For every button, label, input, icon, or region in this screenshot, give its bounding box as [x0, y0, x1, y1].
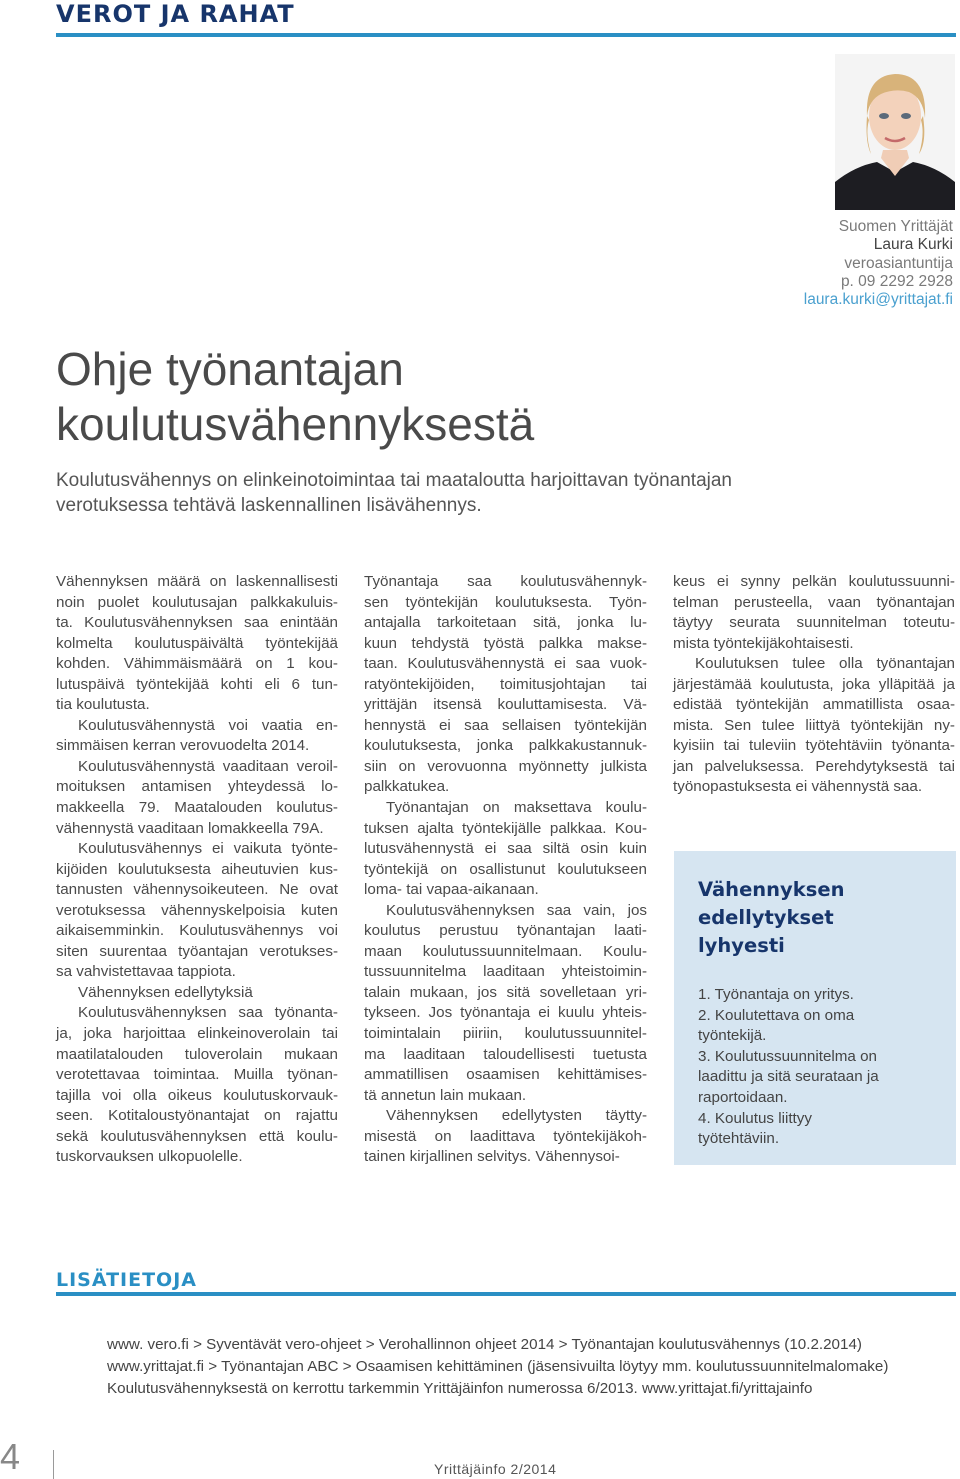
body-text-line: tuskorvauksen ulkopuolelle.	[56, 1148, 243, 1166]
body-text-line: koulutuksesta, jonka palkkakustannuk-	[364, 737, 647, 755]
body-text-line: telman perusteella, vaan työnantajan	[673, 593, 955, 611]
body-text-line: kolmelta koulutuspäivältä työntekijää	[56, 634, 338, 652]
body-text-line: Koulutusvähennystä vaaditaan veroil-	[78, 757, 338, 775]
body-text-line: tä annetun lain mukaan.	[364, 1086, 527, 1104]
body-text-line: palkkatukea.	[364, 778, 450, 796]
body-text-line: täytyy seurata suunnitelman toteutu-	[673, 614, 955, 632]
body-text-line: lutusvähennystä ei saa siltä osin kuin	[364, 840, 647, 858]
body-text-line: kijöiden koulutuksesta aiheutuvien kus-	[56, 860, 338, 878]
footer-divider	[53, 1450, 54, 1479]
body-text-line: tannusten vähennysoikeuteen. Ne ovat	[56, 881, 338, 899]
box-title-line: Vähennyksen	[698, 878, 845, 901]
box-list-line: laadittu ja sitä seurataan ja	[698, 1068, 879, 1086]
header-rule	[56, 33, 956, 37]
body-text-line: misestä on laadittava työntekijäkoh-	[364, 1127, 647, 1145]
article-title	[56, 342, 916, 452]
body-text-line: noin puolet koulutusajan palkkakuluis-	[56, 593, 338, 611]
body-text-line: Vähennyksen määrä on laskennallisesti	[56, 573, 338, 590]
body-text-line: ammatillisen osaamisen kehittämises-	[364, 1066, 647, 1084]
body-text-line: simmäisen kerran verovuodelta 2014.	[56, 737, 310, 755]
more-info-line[interactable]: www.yrittajat.fi > Työnantajan ABC > Osaamisen kehittäminen (jäsensivuilta löytyy mm. koulutussuunnitelmalomake)	[107, 1358, 889, 1375]
page-header	[0, 0, 960, 40]
more-info-title: LISÄTIETOJA	[56, 1269, 197, 1291]
body-text-line: maan koulutussuunnitelmaan. Koulu-	[364, 942, 647, 960]
body-text-line: sen työntekijän koulutuksesta. Työn-	[364, 593, 647, 611]
body-text-line: tussuunnitelma laaditaan yhteistoimin-	[364, 963, 647, 981]
body-text-line: järjestämää koulutusta, joka ylläpitää ja	[673, 675, 955, 693]
more-info-links	[107, 1334, 888, 1400]
more-info-rule	[56, 1292, 956, 1296]
lead-line: verotuksessa tehtävä laskennallinen lisävähennys.	[56, 495, 482, 516]
body-text-line: Työnantaja saa koulutusvähennyk-	[364, 573, 647, 590]
body-text-line: mista työntekijäkohtaisesti.	[673, 634, 854, 652]
body-text-line: lutuspäivä työntekijää kohti eli 6 tun-	[56, 675, 338, 693]
body-text-line: Koulutuksen tulee olla työnantajan	[695, 655, 955, 673]
author-contact	[804, 218, 953, 309]
body-text-line: Koulutusvähennyksen saa työnanta-	[78, 1004, 338, 1022]
body-column-2	[364, 572, 647, 1168]
box-list-line: työntekijä.	[698, 1027, 767, 1045]
box-list-line: 3. Koulutussuunnitelma on	[698, 1047, 877, 1065]
body-column-3	[673, 572, 955, 798]
body-text-line: seen. Kotitaloustyönantajat on rajattu	[56, 1107, 338, 1125]
body-text-line: kohden. Vähimmäismäärä on 1 kou-	[56, 655, 338, 673]
publication-name: Yrittäjäinfo 2/2014	[434, 1461, 557, 1477]
body-column-1	[56, 572, 338, 1168]
body-text-line: tajilla voi olla oikeus koulutuskorvauk-	[56, 1086, 338, 1104]
body-text-line: tuksen ajalta työntekijälle palkkaa. Kou-	[364, 819, 647, 837]
body-text-line: tykseen. Jos työnantaja ei kuulu yhteis-	[364, 1004, 647, 1022]
body-text-line: edistää työntekijän ammatillista osaa-	[673, 696, 955, 714]
body-text-line: kuun tehdystä työstä palkka makse-	[364, 634, 647, 652]
body-text-line: toimintalain piiriin, koulutussuunnitel-	[364, 1025, 647, 1043]
body-text-line: talain mukaan, jos sitä sovelletaan yri-	[364, 983, 647, 1001]
article-lead	[56, 468, 936, 518]
body-text-line: moituksen antamisen yhteydessä lo-	[56, 778, 338, 796]
body-text-line: ma laaditaan taloudellisesti tuetusta	[364, 1045, 647, 1063]
body-text-line: jan palveluksessa. Perehdytyksestä tai	[673, 757, 955, 775]
portrait-image	[835, 54, 955, 210]
body-text-line: hennystä ei saa sellaisen työntekijän	[364, 716, 647, 734]
box-list-line: raportoidaan.	[698, 1088, 788, 1106]
body-text-line: vähennystä vaaditaan lomakkeella 79A.	[56, 819, 324, 837]
author-org: Suomen Yrittäjät	[838, 218, 953, 235]
body-text-line: ja, joka harjoittaa elinkeinoverolain tai	[56, 1025, 338, 1043]
body-text-line: aikaisemminkin. Koulutusvähennys voi	[56, 922, 338, 940]
author-email-link[interactable]: laura.kurki@yrittajat.fi	[803, 291, 953, 309]
author-photo	[835, 54, 955, 210]
box-title-line: lyhyesti	[698, 934, 785, 957]
box-title-line: edellytykset	[698, 906, 834, 929]
body-text-line: maatilatalouden tuloverolain mukaan	[56, 1045, 338, 1063]
author-name: Laura Kurki	[873, 236, 953, 254]
section-title: VEROT JA RAHAT	[56, 0, 295, 28]
body-text-line: Koulutusvähennyksen saa vain, jos	[386, 901, 647, 919]
more-info-line[interactable]: Koulutusvähennyksestä on kerrottu tarkemmin Yrittäjäinfon numerossa 6/2013. www.yrittajat.fi/yrittajainfo	[107, 1380, 813, 1397]
body-text-line: tainen kirjallinen selvitys. Vähennysoi-	[364, 1148, 620, 1166]
body-text-line: Vähennyksen edellytyksiä	[78, 983, 253, 1001]
summary-box-list	[698, 985, 879, 1150]
title-line: koulutusvähennyksestä	[56, 398, 535, 450]
body-text-line: keus ei synny pelkän koulutussuunni-	[673, 573, 955, 590]
lead-line: Koulutusvähennys on elinkeinotoimintaa tai maataloutta harjoittavan työnantajan	[56, 470, 733, 491]
box-list-line: työtehtäviin.	[698, 1130, 780, 1148]
author-role: veroasiantuntija	[844, 254, 953, 272]
summary-box-title	[698, 876, 844, 960]
box-list-line: 2. Koulutettava on oma	[698, 1006, 855, 1024]
body-text-line: ratyöntekijöiden, toimitusjohtajan tai	[364, 675, 647, 693]
body-text-line: Koulutusvähennystä voi vaatia en-	[78, 716, 338, 734]
box-list-line: 1. Työnantaja on yritys.	[698, 986, 854, 1003]
body-text-line: mista. Sen tulee liittyä työntekijän ny-	[673, 716, 955, 734]
body-text-line: yrittäjän itsensä kouluttamisesta. Vä-	[364, 696, 647, 714]
body-text-line: sa vahvistettavaa tappiota.	[56, 963, 236, 981]
body-text-line: työntekijä on osallistunut koulutukseen	[364, 860, 647, 878]
page-number: 4	[0, 1436, 21, 1477]
body-text-line: verotettavaa toimintaa. Muilla työnan-	[56, 1066, 338, 1084]
body-text-line: Työnantajan on maksettava koulu-	[386, 799, 647, 817]
body-text-line: antajalla tarkoitetaan sitä, jonka lu-	[364, 614, 647, 632]
body-text-line: taan. Koulutusvähennystä ei saa vuok-	[364, 655, 647, 673]
body-text-line: sekä koulutusvähennyksen että koulu-	[56, 1127, 338, 1145]
body-text-line: makkeella 79. Maatalouden koulutus-	[56, 799, 338, 817]
author-phone: p. 09 2292 2928	[840, 272, 953, 290]
body-text-line: verotuksessa vähennyskelpoisia kuten	[56, 901, 338, 919]
box-list-line: 4. Koulutus liittyy	[698, 1109, 812, 1127]
body-text-line: loma- tai vapaa-aikanaan.	[364, 881, 539, 899]
body-text-line: Koulutusvähennys ei vaikuta työnte-	[78, 840, 338, 858]
body-text-line: siin on verovuonna myönnetty julkista	[364, 757, 647, 775]
title-line: Ohje työnantajan	[56, 343, 404, 395]
body-text-line: siten suurentaa työantajan verotukses-	[56, 942, 338, 960]
body-text-line: työnopastuksesta ei vähennystä saa.	[673, 778, 923, 796]
body-text-line: koulutus perustuu työnantajan laati-	[364, 922, 647, 940]
body-text-line: Vähennyksen edellytysten täytty-	[386, 1107, 647, 1125]
body-text-line: tia koulutusta.	[56, 696, 150, 714]
body-text-line: ta. Koulutusvähennyksen saa enintään	[56, 614, 338, 632]
more-info-line[interactable]: www. vero.fi > Syventävät vero-ohjeet > Verohallinnon ohjeet 2014 > Työnantajan koulutusvähennys (10.2.2014)	[107, 1336, 862, 1353]
body-text-line: kyisiin tai tuleviin työtehtäviin työnanta-	[673, 737, 955, 755]
